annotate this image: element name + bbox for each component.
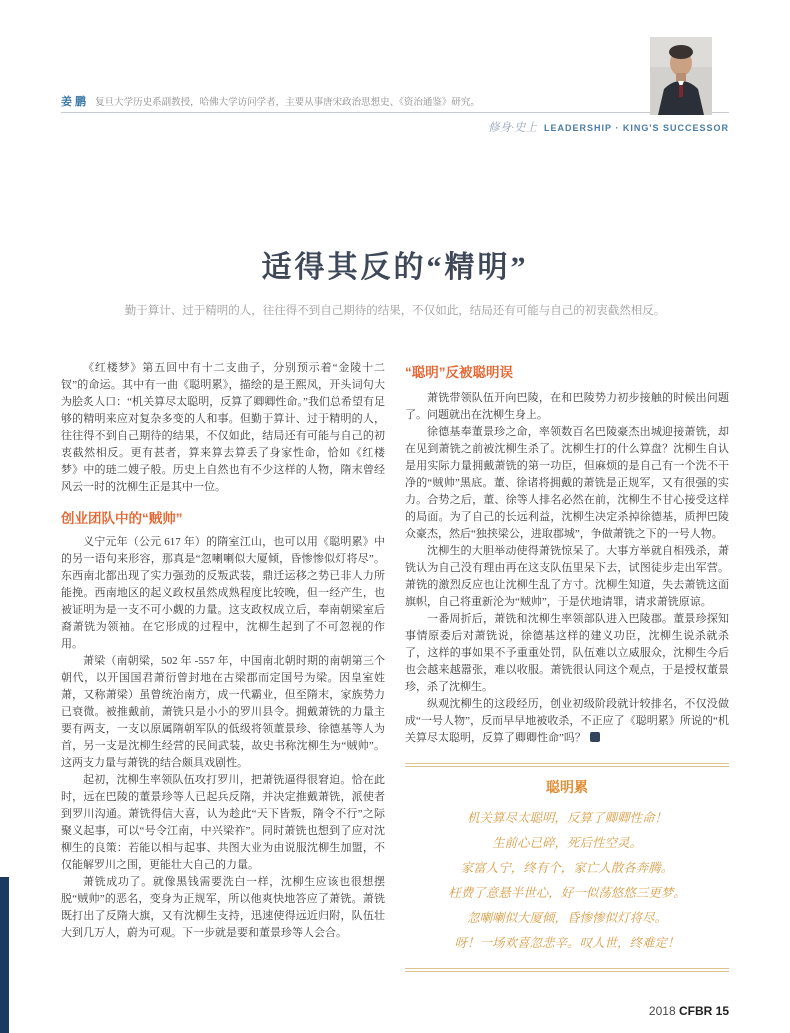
- paragraph-text: 纵观沈柳生的这段经历，创业初级阶段就计较排名，不仅没做成“一号人物”，反而早早地被收杀，不正应了《聪明累》所说的“机关算尽太聪明，反算了卿卿性命”吗？: [405, 698, 729, 744]
- section-label-en: LEADERSHIP · KING'S SUCCESSOR: [544, 123, 729, 133]
- poem-title: 聪明累: [546, 781, 588, 796]
- author-photo: [650, 37, 712, 115]
- poem-line: 家富人宁，终有个，家亡人散各奔腾。: [460, 861, 674, 875]
- section-heading: 创业团队中的“贼帅”: [61, 511, 183, 526]
- body-paragraph: 义宁元年（公元 617 年）的隋室江山，也可以用《聪明累》中的另一语句来形容，那真是“忽喇喇似大厦倾，昏惨惨似灯将尽”。东西南北都出现了实力强劲的反叛武装，鼎迁运移之势已非人力所能挽。西南地区的起义政权虽然成熟程度比较晚，但一经产生，也被证明为是一支不可小觑的力量。这支政权成立后，奉南朝梁室后裔萧铣为领袖。在它形成的过程中，沈柳生起到了不可忽视的作用。: [61, 536, 385, 650]
- poem-line: 枉费了意悬半世心，好一似荡悠悠三更梦。: [448, 886, 686, 900]
- body-paragraph: 萧铣成功了。就像黑钱需要洗白一样，沈柳生应该也很想摆脱“贼帅”的恶名，变身为正规军，所以他爽快地答应了萧铣。萧铣既打出了反隋大旗，又有沈柳生支持，迅速使得远近归附，队伍壮大到几万人，蔚为可观。下一步就是要和董景珍等人会合。: [61, 876, 385, 939]
- section-label: [488, 118, 729, 136]
- footer-year: 2018: [648, 1004, 676, 1018]
- author-name: 姜 鹏: [61, 96, 87, 108]
- poem-line: 忽喇喇似大厦倾，昏惨惨似灯将尽。: [466, 911, 667, 925]
- body-paragraph: 《红楼梦》第五回中有十二支曲子，分别预示着“金陵十二钗”的命运。其中有一曲《聪明累》，描绘的是王熙凤，开头词句大为脍炙人口：“机关算尽太聪明，反算了卿卿性命。”我们总希望有足够的精明来应对复杂多变的人和事。但勤于算计、过于精明的人，往往得不到自己期待的结果，不仅如此，结局还有可能与自己的初衷截然相反。更有甚者，算来算去算丢了身家性命，恰如《红楼梦》中的琏二嫂子般。历史上自然也有不少这样的人物，隋末曾经风云一时的沈柳生正是其中一位。: [61, 362, 385, 493]
- section-heading: “聪明”反被聪明误: [405, 365, 513, 380]
- article-subtitle: 勤于算计、过于精明的人，往往得不到自己期待的结果，不仅如此，结局还有可能与自己的初衷截然相反。: [124, 305, 666, 317]
- footer-brand: CFBR: [678, 1004, 713, 1018]
- author-bio: 复旦大学历史系副教授，哈佛大学访问学者，主要从事唐宋政治思想史、《资治通鉴》研究。: [95, 97, 480, 108]
- body-paragraph: 萧铣带领队伍开向巴陵，在和巴陵势力初步接触的时候出问题了。问题就出在沈柳生身上。: [405, 392, 729, 421]
- poem-box: [405, 763, 729, 972]
- page-footer: [649, 1004, 729, 1018]
- right-column: [405, 360, 729, 972]
- body-paragraph: 沈柳生的大胆举动使得萧铣惊呆了。大事方举就自相残杀，萧铣认为自己没有理由再在这支队伍里呆下去，试图徒步走出军营。萧铣的激烈反应也让沈柳生乱了方寸。沈柳生知道，失去萧铣这面旗帜，自己将重新沦为“贼帅”，于是伏地请罪，请求萧铣原谅。: [405, 545, 729, 608]
- footer-page-number: 15: [715, 1004, 729, 1018]
- left-column: [61, 360, 385, 972]
- poem-line: 呀！一场欢喜忽悲辛。叹人世，终难定！: [454, 936, 680, 950]
- left-edge-bar: [0, 877, 9, 1033]
- header-divider: [61, 112, 729, 113]
- article-columns: [61, 360, 729, 972]
- article-title: 适得其反的“精明”: [261, 251, 529, 284]
- section-label-cn: 修身·史上: [488, 122, 537, 134]
- body-paragraph: 徐德基奉董景珍之命，率领数百名巴陵豪杰出城迎接萧铣，却在见到萧铣之前被沈柳生杀了。沈柳生打的什么算盘？沈柳生自认是用实际力量拥戴萧铣的第一功臣，但麻烦的是自己有一个洗不干净的“贼帅”黑底。董、徐诸将拥戴的萧铣是正规军，又有很强的实力。合势之后，董、徐等人排名必然在前，沈柳生不甘心接受这样的局面。为了自己的长远利益，沈柳生决定杀掉徐德基，质押巴陵众豪杰，然后“独挟梁公，进取郡城”，争做萧铣之下的一号人物。: [405, 426, 729, 540]
- poem-line: 机关算尽太聪明，反算了卿卿性命！: [466, 811, 667, 825]
- body-paragraph: [405, 696, 729, 747]
- body-paragraph: 一番周折后，萧铣和沈柳生率领部队进入巴陵郡。董景珍探知事情原委后对萧铣说，徐德基这样的建义功臣，沈柳生说杀就杀了，这样的事如果不予重重处罚，队伍难以立威服众，沈柳生今后也会越来越嚣张，难以收服。萧铣很认同这个观点，于是授权董景珍，杀了沈柳生。: [405, 613, 729, 693]
- body-paragraph: 起初，沈柳生率领队伍攻打罗川，把萧铣逼得很窘迫。恰在此时，远在巴陵的董景珍等人已起兵反隋，并决定推戴萧铣，派使者到罗川沟通。萧铣得信大喜，认为趁此“天下皆叛，隋令不行”之际聚义起事，可以“号令江南，中兴梁祚”。同时萧铣也想到了应对沈柳生的良策：若能以相与起事、共图大业为由说服沈柳生加盟，不仅能解罗川之围，更能壮大自己的力量。: [61, 774, 385, 871]
- end-mark-icon: [590, 732, 600, 742]
- poem-line: 生前心已碎，死后性空灵。: [491, 836, 642, 850]
- page-header: [61, 92, 621, 110]
- portrait-image: [650, 37, 712, 115]
- body-paragraph: 萧梁（南朝梁，502 年 -557 年，中国南北朝时期的南朝第三个朝代，以开国国君萧衍曾封地在古梁郡而定国号为梁。因皇室姓萧，又称萧梁）虽曾统治南方，成一代霸业，但至隋末，家族势力已衰微。被推戴前，萧铣只是小小的罗川县令。拥戴萧铣的力量主要有两支，一支以原属隋朝军队的低级将领董景珍、徐德基等人为首，另一支是沈柳生经营的民间武装，故史书称沈柳生为“贼帅”。这两支力量与萧铣的结合颇具戏剧性。: [61, 655, 385, 769]
